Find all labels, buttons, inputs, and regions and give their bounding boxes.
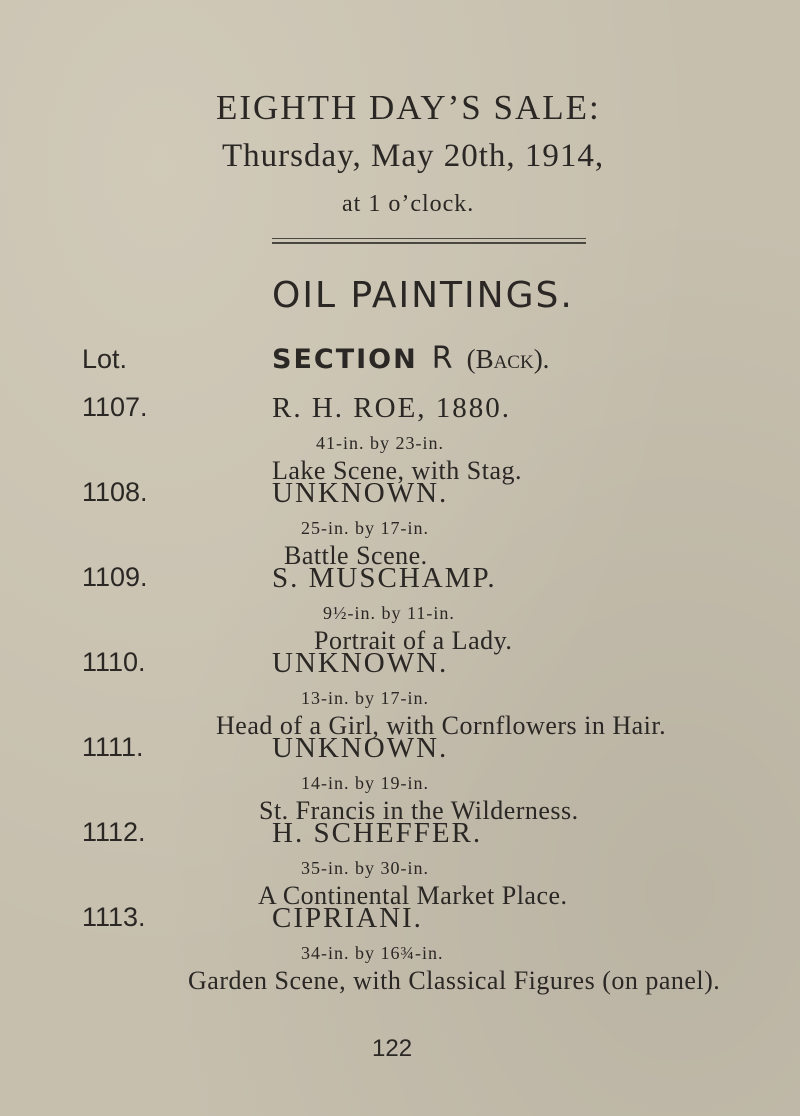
lot-title: St. Francis in the Wilderness. [259,796,579,825]
lot-column-header: Lot. [82,344,128,374]
lot-title: Head of a Girl, with Cornflowers in Hair. [216,711,667,740]
lot-number: 1111. [82,732,144,762]
lot-dimensions: 14-in. by 19-in. [301,773,429,793]
lot-artist: CIPRIANI. [272,902,423,934]
lot-title: A Continental Market Place. [258,881,568,910]
lot-number: 1110. [82,647,146,677]
lot-dimensions: 13-in. by 17-in. [301,688,429,708]
lot-number: 1107. [82,392,148,422]
lot-title: Lake Scene, with Stag. [272,456,522,485]
lot-artist: UNKNOWN. [272,477,449,509]
section-location: (Back). [466,344,550,374]
sale-heading: EIGHTH DAY’S SALE: [216,88,601,127]
lot-artist: S. MUSCHAMP. [272,562,497,594]
section-letter: R [431,341,453,376]
lot-artist: UNKNOWN. [272,647,449,679]
lot-title: Battle Scene. [284,541,428,570]
lot-artist: UNKNOWN. [272,732,449,764]
lot-number: 1108. [82,477,148,507]
page-number: 122 [372,1035,413,1062]
lot-number: 1109. [82,562,148,592]
section-subheading [272,341,550,376]
sale-time: at 1 o’clock. [342,191,475,217]
lot-number: 1113. [82,902,146,932]
lot-dimensions: 41-in. by 23-in. [316,433,444,453]
lot-number: 1112. [82,817,146,847]
section-title: OIL PAINTINGS. [272,275,574,316]
lot-artist: R. H. ROE, 1880. [272,392,512,424]
lot-artist: H. SCHEFFER. [272,817,483,849]
lot-dimensions: 35-in. by 30-in. [301,858,429,878]
lot-title: Portrait of a Lady. [314,626,513,655]
double-rule-divider [272,238,586,244]
sale-date: Thursday, May 20th, 1914, [222,138,605,174]
lot-dimensions: 25-in. by 17-in. [301,518,429,538]
lot-dimensions: 34-in. by 16¾-in. [301,943,444,963]
lot-dimensions: 9½-in. by 11-in. [323,603,455,623]
lot-title: Garden Scene, with Classical Figures (on panel). [188,966,721,995]
section-word: SECTION [272,344,418,375]
